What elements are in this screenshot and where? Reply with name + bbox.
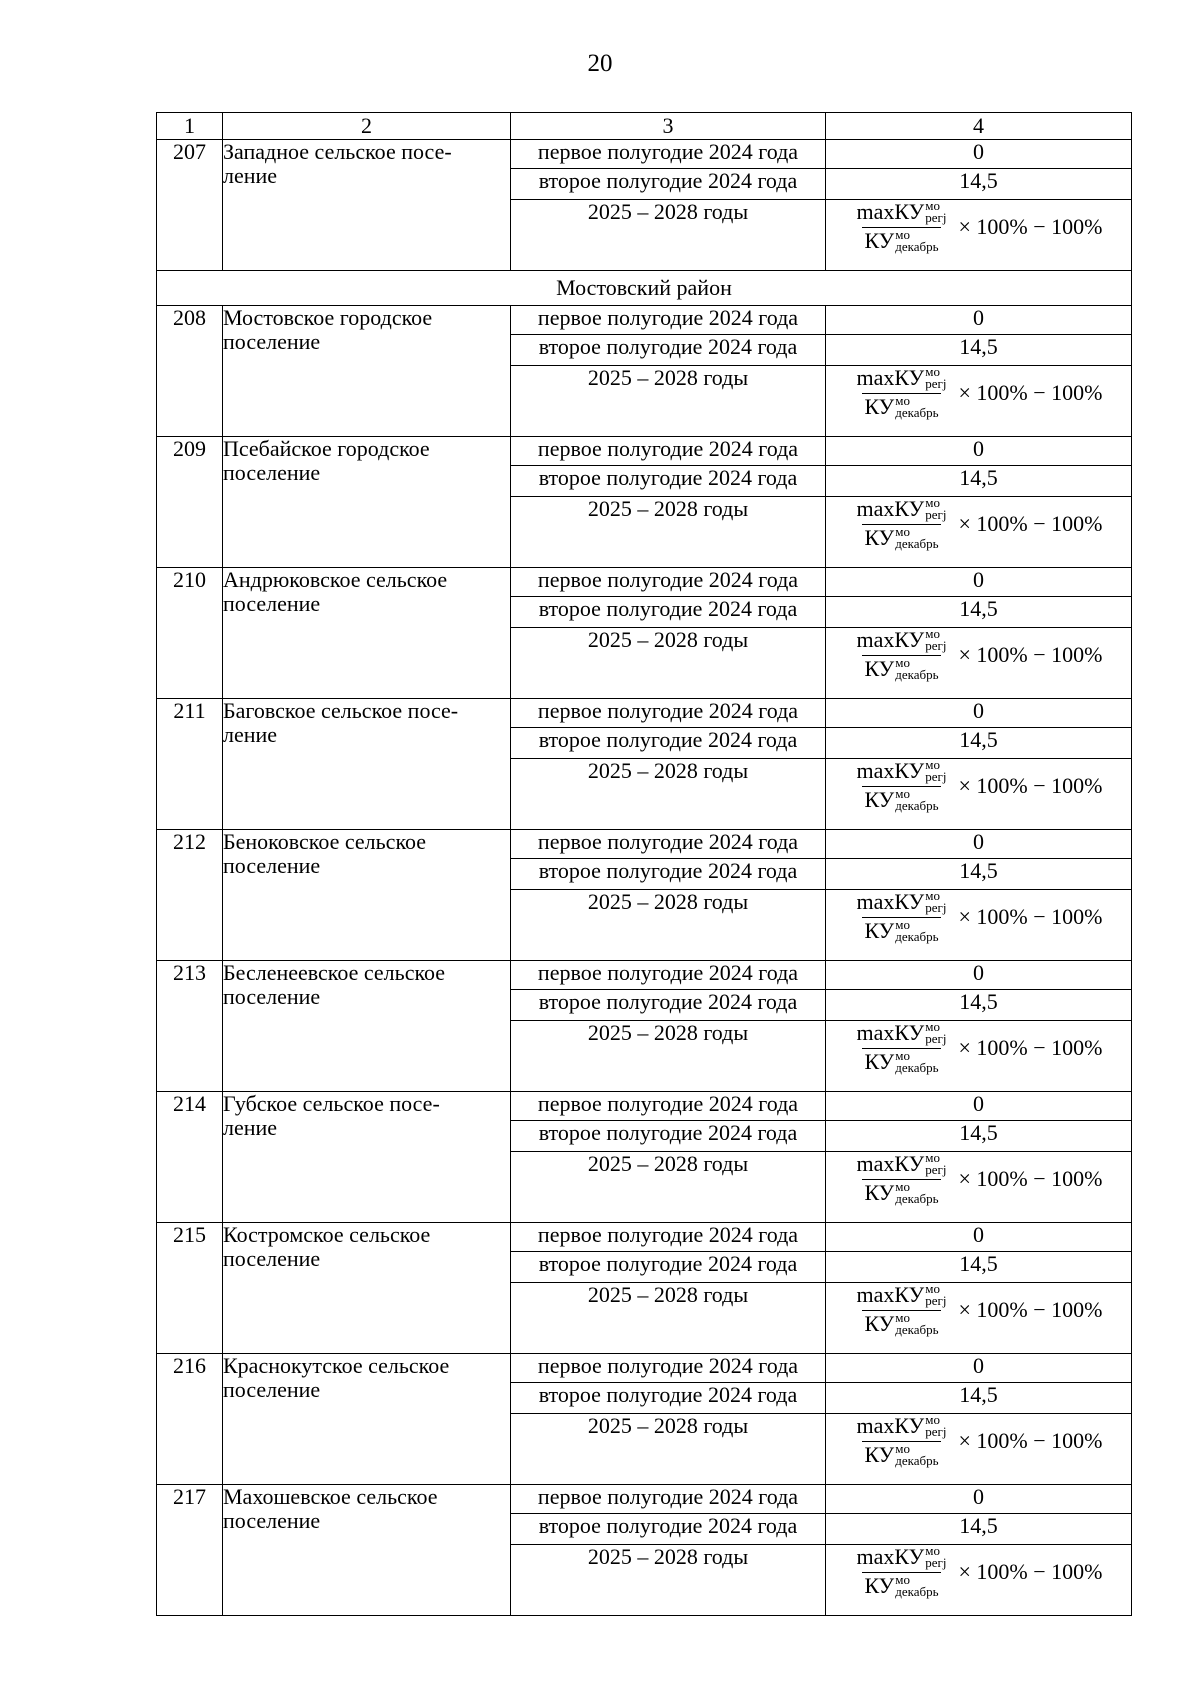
formula-numerator-sub-index: j — [942, 637, 947, 653]
period-second-half: второе полугодие 2024 года — [511, 169, 826, 200]
formula-denominator-sub: декабрь — [895, 1583, 939, 1599]
formula-fraction — [855, 197, 949, 255]
formula-denominator-text: КУ — [864, 917, 895, 943]
period-second-half: второе полугодие 2024 года — [511, 1252, 826, 1283]
formula-denominator-sub: декабрь — [895, 797, 939, 813]
formula-denominator — [862, 655, 940, 683]
value-second-half: 14,5 — [826, 597, 1132, 628]
period-second-half: второе полугодие 2024 года — [511, 1514, 826, 1545]
formula-denominator-text: КУ — [864, 1310, 895, 1336]
formula-denominator — [862, 1310, 940, 1338]
formula-denominator-sub: декабрь — [895, 1059, 939, 1075]
formula-denominator-indices — [895, 785, 939, 813]
formula-numerator-text: maxКУ — [856, 1544, 925, 1569]
formula-numerator-text: maxКУ — [856, 1282, 925, 1307]
formula-tail: × 100% − 100% — [958, 380, 1103, 406]
formula-denominator — [862, 1179, 940, 1207]
formula-denominator-sub: декабрь — [895, 1321, 939, 1337]
formula-tail: × 100% − 100% — [958, 1166, 1103, 1192]
value-first-half: 0 — [826, 961, 1132, 990]
row-number: 208 — [157, 306, 223, 437]
period-second-half: второе полугодие 2024 года — [511, 728, 826, 759]
table-row — [157, 568, 1132, 597]
formula-cell — [826, 363, 1132, 437]
formula-denominator-sup: мо — [895, 916, 910, 932]
formula-denominator-sup: мо — [895, 1571, 910, 1587]
period-2025-2028: 2025 – 2028 годы — [511, 1021, 826, 1092]
formula-cell — [826, 197, 1132, 271]
formula — [826, 363, 1131, 421]
period-2025-2028: 2025 – 2028 годы — [511, 1545, 826, 1616]
period-2025-2028: 2025 – 2028 годы — [511, 200, 826, 271]
table-row — [157, 699, 1132, 728]
formula-numerator-sup: мо — [925, 1542, 940, 1558]
formula-denominator-indices — [895, 916, 939, 944]
table-row — [157, 437, 1132, 466]
formula-cell — [826, 1542, 1132, 1616]
value-first-half: 0 — [826, 1092, 1132, 1121]
formula-numerator-sub-text: рег — [925, 1161, 943, 1177]
period-second-half: второе полугодие 2024 года — [511, 597, 826, 628]
district-row — [157, 271, 1132, 306]
formula-denominator-sup: мо — [895, 785, 910, 801]
formula-numerator-sub-text: рег — [925, 1423, 943, 1439]
formula-numerator-sub — [925, 506, 947, 522]
formula-numerator-sup: мо — [925, 1411, 940, 1427]
formula-denominator-indices — [895, 523, 939, 551]
formula-numerator-sub — [925, 375, 947, 391]
formula-tail: × 100% − 100% — [958, 1035, 1103, 1061]
period-first-half: первое полугодие 2024 года — [511, 140, 826, 169]
formula-denominator — [862, 393, 940, 421]
value-first-half: 0 — [826, 568, 1132, 597]
period-2025-2028: 2025 – 2028 годы — [511, 1283, 826, 1354]
formula-numerator-text: maxКУ — [856, 496, 925, 521]
district-name: Мостовский район — [157, 271, 1132, 306]
period-first-half: первое полугодие 2024 года — [511, 1485, 826, 1514]
period-second-half: второе полугодие 2024 года — [511, 1121, 826, 1152]
formula-numerator-text: maxКУ — [856, 1151, 925, 1176]
formula-numerator — [855, 887, 949, 917]
formula-denominator-text: КУ — [864, 393, 895, 419]
page-number: 20 — [587, 50, 613, 77]
formula-denominator-text: КУ — [864, 1048, 895, 1074]
value-first-half: 0 — [826, 1223, 1132, 1252]
settlement-name: Костромское сельское поселение — [223, 1223, 511, 1354]
table-row — [157, 1092, 1132, 1121]
formula-denominator-text: КУ — [864, 1572, 895, 1598]
formula-numerator — [855, 494, 949, 524]
formula — [826, 1542, 1131, 1600]
formula-numerator — [855, 1149, 949, 1179]
formula-tail: × 100% − 100% — [958, 1297, 1103, 1323]
formula-numerator-indices — [925, 1280, 947, 1308]
formula-denominator-sub: декабрь — [895, 238, 939, 254]
formula-numerator-sub-index: j — [942, 768, 947, 784]
row-number: 217 — [157, 1485, 223, 1616]
formula — [826, 494, 1131, 552]
settlement-name: Мостовское городское поселение — [223, 306, 511, 437]
period-second-half: второе полугодие 2024 года — [511, 335, 826, 366]
formula — [826, 1149, 1131, 1207]
period-first-half: первое полугодие 2024 года — [511, 568, 826, 597]
header-col-2: 2 — [223, 113, 511, 140]
formula-fraction — [855, 756, 949, 814]
formula-numerator-sub-index: j — [942, 1423, 947, 1439]
formula — [826, 197, 1131, 255]
period-2025-2028: 2025 – 2028 годы — [511, 1152, 826, 1223]
settlement-name: Западное сельское посе- ление — [223, 140, 511, 271]
table-row — [157, 961, 1132, 990]
formula-fraction — [855, 1542, 949, 1600]
settlement-name: Андрюковское сельское поселение — [223, 568, 511, 699]
formula-denominator-text: КУ — [864, 227, 895, 253]
value-first-half: 0 — [826, 1485, 1132, 1514]
formula-numerator-indices — [925, 1411, 947, 1439]
formula-tail: × 100% − 100% — [958, 1559, 1103, 1585]
table-row — [157, 830, 1132, 859]
formula-denominator-indices — [895, 654, 939, 682]
formula-denominator — [862, 524, 940, 552]
period-2025-2028: 2025 – 2028 годы — [511, 759, 826, 830]
formula-numerator-sub — [925, 1554, 947, 1570]
formula-numerator-sup: мо — [925, 1149, 940, 1165]
formula-numerator-indices — [925, 1018, 947, 1046]
formula-numerator-sub-index: j — [942, 1161, 947, 1177]
formula-numerator-indices — [925, 756, 947, 784]
value-first-half: 0 — [826, 140, 1132, 169]
formula-numerator-sub-index: j — [942, 1554, 947, 1570]
settlement-name: Махошевское сельское поселение — [223, 1485, 511, 1616]
formula-numerator-sub-index: j — [942, 1292, 947, 1308]
formula-denominator-indices — [895, 1309, 939, 1337]
formula-numerator-sub-text: рег — [925, 375, 943, 391]
table-row — [157, 306, 1132, 335]
value-second-half: 14,5 — [826, 859, 1132, 890]
value-second-half: 14,5 — [826, 1121, 1132, 1152]
value-second-half: 14,5 — [826, 1514, 1132, 1545]
value-second-half: 14,5 — [826, 990, 1132, 1021]
formula-denominator-text: КУ — [864, 1441, 895, 1467]
formula-denominator-indices — [895, 226, 939, 254]
period-first-half: первое полугодие 2024 года — [511, 830, 826, 859]
formula-numerator-sup: мо — [925, 625, 940, 641]
formula-numerator-indices — [925, 494, 947, 522]
row-number: 216 — [157, 1354, 223, 1485]
formula — [826, 1411, 1131, 1469]
formula-numerator-text: maxКУ — [856, 1020, 925, 1045]
period-first-half: первое полугодие 2024 года — [511, 437, 826, 466]
formula-numerator-sub-text: рег — [925, 637, 943, 653]
settlement-name: Губское сельское посе- ление — [223, 1092, 511, 1223]
formula-denominator-sup: мо — [895, 226, 910, 242]
value-second-half: 14,5 — [826, 1383, 1132, 1414]
formula-denominator — [862, 786, 940, 814]
row-number: 215 — [157, 1223, 223, 1354]
formula-fraction — [855, 1149, 949, 1207]
formula-tail: × 100% − 100% — [958, 511, 1103, 537]
formula-numerator — [855, 197, 949, 227]
formula-denominator-text: КУ — [864, 786, 895, 812]
value-first-half: 0 — [826, 437, 1132, 466]
formula-numerator-sub — [925, 637, 947, 653]
period-2025-2028: 2025 – 2028 годы — [511, 628, 826, 699]
formula-numerator — [855, 625, 949, 655]
formula-numerator-sup: мо — [925, 1018, 940, 1034]
settlement-name: Баговское сельское посе- ление — [223, 699, 511, 830]
header-row — [157, 113, 1132, 140]
formula-numerator-sub-text: рег — [925, 506, 943, 522]
formula — [826, 887, 1131, 945]
formula-numerator-sub-text: рег — [925, 768, 943, 784]
formula-numerator — [855, 1280, 949, 1310]
formula-cell — [826, 887, 1132, 961]
formula — [826, 1018, 1131, 1076]
formula-denominator-indices — [895, 1047, 939, 1075]
formula-numerator-sub-index: j — [942, 506, 947, 522]
formula-cell — [826, 1149, 1132, 1223]
formula-cell — [826, 1411, 1132, 1485]
formula-denominator — [862, 1441, 940, 1469]
formula-fraction — [855, 625, 949, 683]
formula — [826, 1280, 1131, 1338]
period-first-half: первое полугодие 2024 года — [511, 306, 826, 335]
formula-numerator-sup: мо — [925, 1280, 940, 1296]
value-first-half: 0 — [826, 830, 1132, 859]
formula-numerator — [855, 363, 949, 393]
formula-tail: × 100% − 100% — [958, 1428, 1103, 1454]
formula — [826, 756, 1131, 814]
formula-numerator-text: maxКУ — [856, 199, 925, 224]
formula-denominator-sub: декабрь — [895, 404, 939, 420]
formula-denominator-text: КУ — [864, 655, 895, 681]
row-number: 213 — [157, 961, 223, 1092]
formula-tail: × 100% − 100% — [958, 642, 1103, 668]
formula-denominator-sup: мо — [895, 523, 910, 539]
period-2025-2028: 2025 – 2028 годы — [511, 366, 826, 437]
value-second-half: 14,5 — [826, 335, 1132, 366]
settlement-name: Бесленеевское сельское поселение — [223, 961, 511, 1092]
formula-denominator-sub: декабрь — [895, 1190, 939, 1206]
formula-fraction — [855, 1018, 949, 1076]
formula-numerator-indices — [925, 1149, 947, 1177]
period-first-half: первое полугодие 2024 года — [511, 1092, 826, 1121]
formula-cell — [826, 1018, 1132, 1092]
period-second-half: второе полугодие 2024 года — [511, 990, 826, 1021]
settlement-name: Псебайское городское поселение — [223, 437, 511, 568]
value-second-half: 14,5 — [826, 169, 1132, 200]
formula-tail: × 100% − 100% — [958, 773, 1103, 799]
formula-numerator-sub-text: рег — [925, 1554, 943, 1570]
table-row — [157, 1354, 1132, 1383]
formula-numerator-text: maxКУ — [856, 627, 925, 652]
formula-numerator — [855, 1411, 949, 1441]
settlements-table — [156, 112, 1132, 1616]
row-number: 207 — [157, 140, 223, 271]
value-second-half: 14,5 — [826, 466, 1132, 497]
period-2025-2028: 2025 – 2028 годы — [511, 1414, 826, 1485]
formula-fraction — [855, 363, 949, 421]
formula-numerator-text: maxКУ — [856, 365, 925, 390]
formula-fraction — [855, 1411, 949, 1469]
header-col-4: 4 — [826, 113, 1132, 140]
formula-denominator-indices — [895, 1571, 939, 1599]
settlement-name: Беноковское сельское поселение — [223, 830, 511, 961]
formula-denominator-sup: мо — [895, 1178, 910, 1194]
formula-numerator-sup: мо — [925, 494, 940, 510]
formula-cell — [826, 756, 1132, 830]
formula-denominator — [862, 227, 940, 255]
formula-denominator-indices — [895, 392, 939, 420]
formula-numerator-sup: мо — [925, 363, 940, 379]
formula-numerator-sup: мо — [925, 197, 940, 213]
formula-numerator-indices — [925, 1542, 947, 1570]
formula-denominator-indices — [895, 1178, 939, 1206]
header-col-1: 1 — [157, 113, 223, 140]
formula-denominator-sup: мо — [895, 1047, 910, 1063]
formula-denominator-sup: мо — [895, 654, 910, 670]
formula-denominator-sub: декабрь — [895, 928, 939, 944]
settlement-name: Краснокутское сельское поселение — [223, 1354, 511, 1485]
formula-numerator-text: maxКУ — [856, 758, 925, 783]
formula-numerator-indices — [925, 625, 947, 653]
formula-fraction — [855, 887, 949, 945]
formula-denominator — [862, 1048, 940, 1076]
table-row — [157, 140, 1132, 169]
value-first-half: 0 — [826, 306, 1132, 335]
formula-numerator — [855, 1542, 949, 1572]
formula-denominator-text: КУ — [864, 524, 895, 550]
formula-numerator-sub — [925, 768, 947, 784]
formula-numerator-sub-index: j — [942, 1030, 947, 1046]
formula-denominator — [862, 917, 940, 945]
formula-denominator-sub: декабрь — [895, 535, 939, 551]
formula-denominator — [862, 1572, 940, 1600]
formula-numerator-sub-text: рег — [925, 899, 943, 915]
table-row — [157, 1223, 1132, 1252]
formula-numerator-sub-text: рег — [925, 209, 943, 225]
header-col-3: 3 — [511, 113, 826, 140]
formula-numerator — [855, 756, 949, 786]
formula-numerator-sub-index: j — [942, 209, 947, 225]
formula-fraction — [855, 494, 949, 552]
formula-numerator-sub-index: j — [942, 899, 947, 915]
formula-cell — [826, 625, 1132, 699]
table-row — [157, 1485, 1132, 1514]
row-number: 211 — [157, 699, 223, 830]
period-first-half: первое полугодие 2024 года — [511, 699, 826, 728]
value-first-half: 0 — [826, 1354, 1132, 1383]
period-first-half: первое полугодие 2024 года — [511, 1354, 826, 1383]
period-first-half: первое полугодие 2024 года — [511, 961, 826, 990]
formula-numerator — [855, 1018, 949, 1048]
formula-numerator-sub — [925, 209, 947, 225]
formula-denominator-sup: мо — [895, 1309, 910, 1325]
formula-denominator-indices — [895, 1440, 939, 1468]
formula-numerator-text: maxКУ — [856, 889, 925, 914]
formula-denominator-sup: мо — [895, 392, 910, 408]
formula-cell — [826, 1280, 1132, 1354]
formula — [826, 625, 1131, 683]
value-first-half: 0 — [826, 699, 1132, 728]
value-second-half: 14,5 — [826, 728, 1132, 759]
period-second-half: второе полугодие 2024 года — [511, 1383, 826, 1414]
row-number: 209 — [157, 437, 223, 568]
formula-denominator-sub: декабрь — [895, 666, 939, 682]
period-2025-2028: 2025 – 2028 годы — [511, 497, 826, 568]
formula-numerator-sub-text: рег — [925, 1292, 943, 1308]
formula-denominator-sup: мо — [895, 1440, 910, 1456]
period-2025-2028: 2025 – 2028 годы — [511, 890, 826, 961]
period-second-half: второе полугодие 2024 года — [511, 466, 826, 497]
formula-numerator-sub — [925, 1292, 947, 1308]
formula-numerator-sup: мо — [925, 756, 940, 772]
formula-tail: × 100% − 100% — [958, 904, 1103, 930]
formula-numerator-sub — [925, 899, 947, 915]
formula-fraction — [855, 1280, 949, 1338]
formula-numerator-indices — [925, 887, 947, 915]
formula-numerator-sub-index: j — [942, 375, 947, 391]
formula-numerator-sub — [925, 1423, 947, 1439]
row-number: 212 — [157, 830, 223, 961]
formula-denominator-sub: декабрь — [895, 1452, 939, 1468]
row-number: 210 — [157, 568, 223, 699]
formula-numerator-indices — [925, 197, 947, 225]
formula-numerator-sub — [925, 1030, 947, 1046]
formula-cell — [826, 494, 1132, 568]
row-number: 214 — [157, 1092, 223, 1223]
period-first-half: первое полугодие 2024 года — [511, 1223, 826, 1252]
formula-numerator-indices — [925, 363, 947, 391]
period-second-half: второе полугодие 2024 года — [511, 859, 826, 890]
formula-numerator-sub-text: рег — [925, 1030, 943, 1046]
formula-numerator-text: maxКУ — [856, 1413, 925, 1438]
formula-denominator-text: КУ — [864, 1179, 895, 1205]
formula-numerator-sup: мо — [925, 887, 940, 903]
value-second-half: 14,5 — [826, 1252, 1132, 1283]
formula-tail: × 100% − 100% — [958, 214, 1103, 240]
formula-numerator-sub — [925, 1161, 947, 1177]
